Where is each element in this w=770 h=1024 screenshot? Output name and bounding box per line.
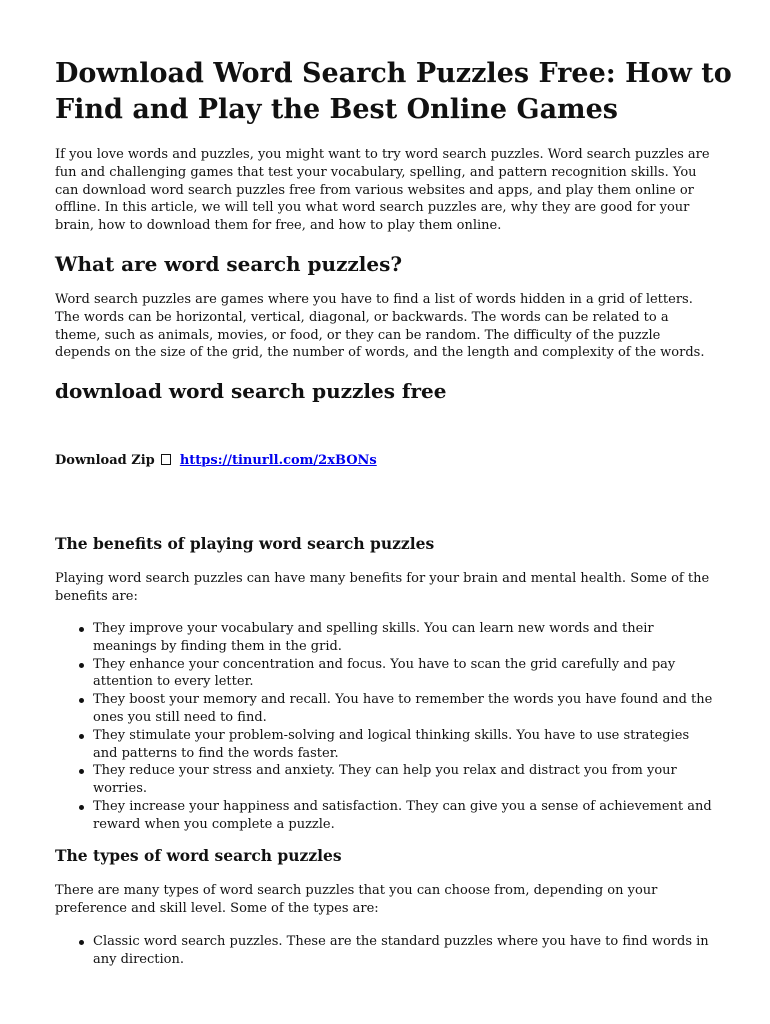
list-item: They increase your happiness and satisfaction. They can give you a sense of achievement and reward when you complete a puzzle. bbox=[93, 798, 717, 834]
types-intro: There are many types of word search puzzles that you can choose from, depending on your preference and skill level. Some of the types are: bbox=[55, 883, 658, 916]
download-label: Download Zip bbox=[55, 453, 155, 468]
section-heading-download: download word search puzzles free bbox=[55, 379, 447, 403]
list-item: They reduce your stress and anxiety. They can help you relax and distract you from your worries. bbox=[93, 762, 717, 798]
benefits-heading: The benefits of playing word search puzzles bbox=[55, 534, 435, 553]
list-item: They improve your vocabulary and spelling skills. You can learn new words and their meanings by finding them in the grid. bbox=[93, 620, 717, 656]
what-are-paragraph: Word search puzzles are games where you have to find a list of words hidden in a grid of letters. The words can be horizontal, vertical, diagonal, or backwards. The words can be related to a theme, such as animals, movies, or food, or they can be random. The difficulty of the puzzle depends on the size of the grid, the number of words, and the length and complexity of the words. bbox=[55, 292, 705, 361]
benefits-list bbox=[55, 620, 717, 834]
download-line bbox=[55, 452, 377, 470]
download-link[interactable]: https://tinurll.com/2xBONs bbox=[179, 453, 377, 468]
section-heading-what-are: What are word search puzzles? bbox=[55, 252, 403, 276]
download-arrow-icon bbox=[161, 454, 171, 465]
benefits-intro: Playing word search puzzles can have many benefits for your brain and mental health. Some of the benefits are: bbox=[55, 571, 710, 604]
types-heading: The types of word search puzzles bbox=[55, 846, 342, 865]
list-item: They stimulate your problem-solving and logical thinking skills. You have to use strategies and patterns to find the words faster. bbox=[93, 727, 717, 763]
list-item: They enhance your concentration and focus. You have to scan the grid carefully and pay attention to every letter. bbox=[93, 656, 717, 692]
list-item: Classic word search puzzles. These are the standard puzzles where you have to find words in any direction. bbox=[93, 933, 717, 969]
list-item: They boost your memory and recall. You have to remember the words you have found and the ones you still need to find. bbox=[93, 691, 717, 727]
article-title: Download Word Search Puzzles Free: How to Find and Play the Best Online Games bbox=[55, 58, 732, 125]
types-list bbox=[55, 933, 717, 969]
intro-paragraph: If you love words and puzzles, you might want to try word search puzzles. Word search puzzles are fun and challenging games that test your vocabulary, spelling, and pattern recognition skills. You can download word search puzzles free from various websites and apps, and play them online or offline. In this article, we will tell you what word search puzzles are, why they are good for your brain, how to download them for free, and how to play them online. bbox=[55, 147, 710, 234]
